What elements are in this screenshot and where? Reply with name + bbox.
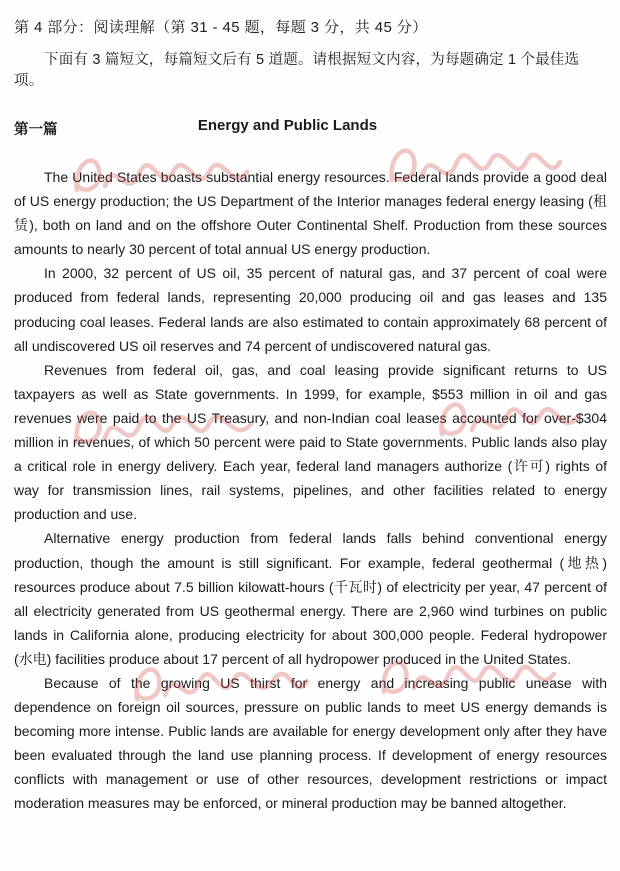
- passage-title: Energy and Public Lands: [197, 117, 378, 134]
- paragraph-5: Because of the growing US thirst for energy and increasing public unease with dependence on foreign oil sources, pressure on public lands to meet US energy demands is becoming more intense. Public lands are available for energy development only after they have been evaluated through the land use planning process. If development of energy resources conflicts with management or use of other resources, development restrictions or impact moderation measures may be enforced, or mineral production may be banned altogether.: [14, 674, 607, 812]
- passage-number-label: 第一篇: [14, 122, 58, 138]
- passage-body: [14, 165, 607, 816]
- passage-header: [14, 117, 607, 139]
- section-heading: 第 4 部分：阅读理解（第 31 - 45 题，每题 3 分，共 45 分）: [14, 19, 428, 36]
- paragraph-1: The United States boasts substantial energy resources. Federal lands provide a good deal of US energy production; the US Department of the Interior manages federal energy leasing (租赁), both on land and on the offshore Outer Continental Shelf. Production from these sources amounts to nearly 30 percent of total annual US energy production.: [14, 169, 607, 258]
- paragraph-2: In 2000, 32 percent of US oil, 35 percent of natural gas, and 37 percent of coal were produced from federal lands, representing 20,000 producing oil and gas leases and 135 producing coal leases. Federal lands are also estimated to contain approximately 68 percent of all undiscovered US oil reserves and 74 percent of undiscovered natural gas.: [14, 265, 607, 354]
- instructions-text: 下面有 3 篇短文，每篇短文后有 5 道题。请根据短文内容，为每题确定 1 个最佳选项。: [14, 52, 580, 89]
- paragraph-3: Revenues from federal oil, gas, and coal leasing provide significant returns to US taxpayers as well as State governments. In 1999, for example, $553 million in oil and gas revenues were paid to the US Treasury, and non-Indian coal leases accounted for over-$304 million in revenues, of which 50 percent were paid to State governments. Public lands also play a critical role in energy delivery. Each year, federal land managers authorize (许可) rights of way for transmission lines, rail systems, pipelines, and other facilities related to energy production and use.: [14, 361, 607, 523]
- paragraph-4: Alternative energy production from federal lands falls behind conventional energy production, though the amount is still significant. For example, federal geothermal (地热) resources produce about 7.5 billion kilowatt-hours (千瓦时) of electricity per year, 47 percent of all electricity generated from US geothermal energy. There are 2,960 wind turbines on public lands in California alone, producing electricity for about 300,000 people. Federal hydropower (水电) facilities produce about 17 percent of all hydropower produced in the United States.: [14, 530, 607, 667]
